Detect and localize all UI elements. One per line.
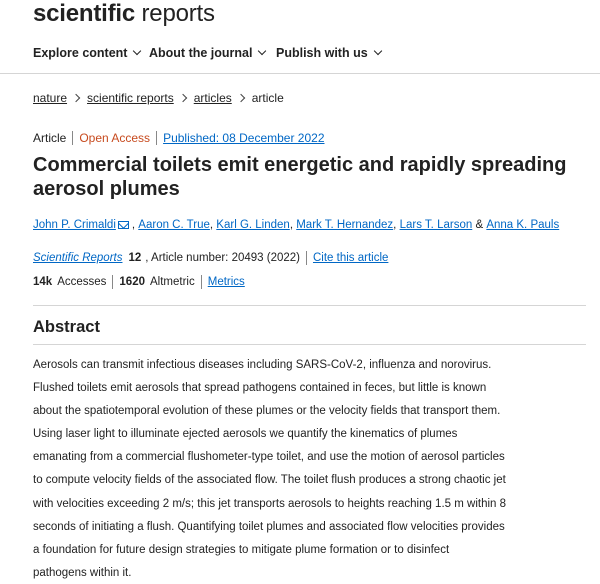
abstract-line: emanating from a commercial flushometer-type toilet, and use the motion of aerosol particles (33, 451, 505, 464)
altmetric-label: Altmetric (150, 276, 195, 288)
breadcrumb-current: article (251, 91, 284, 105)
nav-about-the-journal[interactable] (149, 46, 265, 60)
divider (72, 131, 73, 145)
chevron-right-icon (178, 94, 186, 102)
abstract-line: with velocities exceeding 2 m/s; this jet transports aerosols to heights reaching 1.5 m within 8 (33, 497, 507, 510)
open-access-label: Open Access (79, 131, 151, 145)
nav-publish-with-us[interactable] (276, 46, 381, 60)
masthead (0, 0, 600, 32)
divider (112, 275, 113, 289)
author-separator: , (289, 219, 294, 231)
cite-this-article-link[interactable]: Cite this article (312, 252, 389, 264)
metrics-link[interactable]: Metrics (207, 276, 245, 288)
author-link[interactable]: Karl G. Linden (216, 219, 290, 231)
author-link[interactable]: Lars T. Larson (399, 219, 473, 231)
author-link[interactable]: Mark T. Hernandez (296, 219, 394, 231)
author-separator: & (475, 219, 484, 231)
altmetric-score: 1620 (119, 276, 145, 288)
accesses-label: Accesses (57, 276, 107, 288)
author-separator: , (131, 219, 136, 231)
section-divider (33, 305, 586, 306)
abstract-divider (33, 344, 586, 345)
article-number: , Article number: 20493 (2022) (145, 252, 300, 264)
article-metrics (33, 275, 245, 289)
main-nav (0, 32, 600, 74)
author-link[interactable]: Anna K. Pauls (486, 219, 560, 231)
abstract-line: a foundation for future design strategies to mitigate plume formation or to disinfect (33, 543, 450, 556)
nav-explore-content[interactable] (33, 46, 140, 60)
abstract-heading: Abstract (33, 318, 100, 336)
nav-item-label: Publish with us (276, 46, 368, 60)
author-separator: , (393, 219, 397, 231)
abstract-line: pathogens within it. (33, 566, 132, 579)
divider (201, 275, 202, 289)
abstract-line: Using laser light to illuminate ejected aerosols we quantify the kinematics of plumes (33, 428, 458, 441)
divider (156, 131, 157, 145)
article-title: Commercial toilets emit energetic and rapidly spreading aerosol plumes (33, 154, 567, 200)
abstract-line: about the spatiotemporal evolution of these plumes or the velocity fields that transport them. (33, 405, 501, 418)
author-list (33, 219, 559, 231)
journal-link[interactable]: Scientific Reports (33, 252, 123, 264)
breadcrumb-link-articles[interactable]: articles (193, 91, 232, 105)
nav-item-label: Explore content (33, 46, 128, 60)
site-logo[interactable]: scientific reports (33, 0, 215, 27)
chevron-down-icon (373, 47, 381, 55)
chevron-right-icon (237, 94, 245, 102)
author-link[interactable]: John P. Crimaldi (33, 219, 116, 231)
article-meta (33, 131, 325, 145)
abstract-line: Flushed toilets emit aerosols that spread pathogens contained in feces, but little is known (33, 382, 487, 395)
abstract-line: Aerosols can transmit infectious diseases including SARS-CoV-2, influenza and norovirus. (33, 359, 492, 371)
abstract-line: to compute velocity fields of the associated flow. The toilet flush produces a strong chaotic jet (33, 474, 506, 487)
article-type: Article (33, 131, 67, 145)
accesses-count: 14k (33, 276, 53, 288)
abstract-line: seconds of initiating a flush. Quantifying toilet plumes and associated flow velocities provides (33, 520, 505, 533)
breadcrumb-link-nature[interactable]: nature (33, 91, 68, 105)
mail-icon[interactable] (118, 221, 129, 229)
citation-line (33, 251, 388, 265)
chevron-right-icon (72, 94, 80, 102)
divider (306, 251, 307, 265)
chevron-down-icon (133, 47, 141, 55)
author-link[interactable]: Aaron C. True (138, 219, 210, 231)
abstract-text (33, 354, 573, 584)
nav-item-label: About the journal (149, 46, 253, 60)
breadcrumb (33, 91, 284, 105)
breadcrumb-link-scientific-reports[interactable]: scientific reports (87, 91, 174, 105)
chevron-down-icon (258, 47, 266, 55)
author-separator: , (209, 219, 214, 231)
published-date-link[interactable]: Published: 08 December 2022 (163, 131, 325, 145)
volume-number: 12 (128, 252, 142, 264)
